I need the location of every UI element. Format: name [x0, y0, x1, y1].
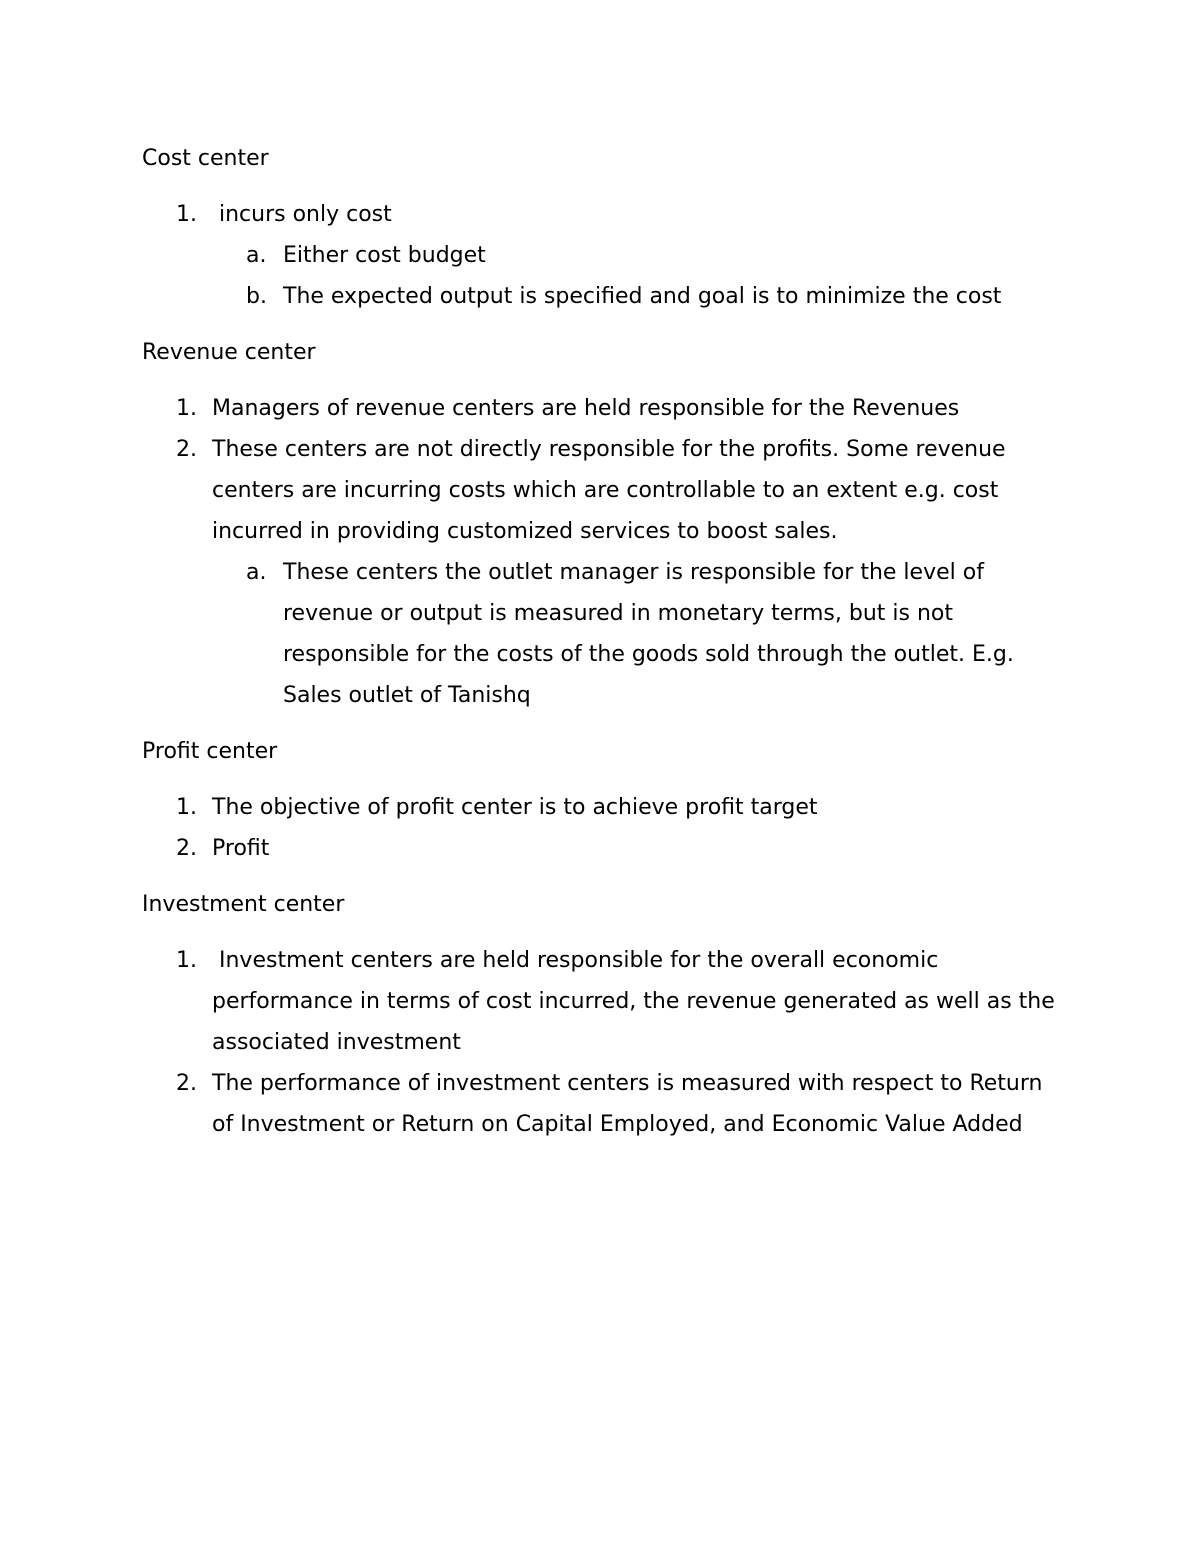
- revenue-center-list: [142, 388, 1062, 716]
- section-heading-investment-center: Investment center: [142, 892, 345, 917]
- sub-list-marker: a.: [246, 243, 267, 268]
- list-item: [142, 940, 1062, 1063]
- sub-list-item-text: These centers the outlet manager is responsible for the level of revenue or output is measured in monetary terms, but is not responsible for the costs of the goods sold through the outlet. E.g. Sales outlet of Tanishq: [283, 560, 1014, 708]
- sub-list-item-text: The expected output is specified and goal is to minimize the cost: [283, 284, 1002, 309]
- section-heading-profit-center: Profit center: [142, 739, 278, 764]
- list-item: [142, 787, 1062, 828]
- cost-center-list: [142, 194, 1062, 317]
- sub-list-item: [212, 235, 1062, 276]
- list-marker: 1.: [176, 795, 197, 820]
- section-heading-revenue-center: Revenue center: [142, 340, 316, 365]
- sub-list: [212, 235, 1062, 317]
- list-item-text: The objective of profit center is to achieve profit target: [212, 795, 818, 820]
- sub-list-item-text: Either cost budget: [283, 243, 486, 268]
- list-marker: 1.: [176, 948, 197, 973]
- list-item: [142, 828, 1062, 869]
- sub-list: [212, 552, 1062, 716]
- investment-center-list: [142, 940, 1062, 1145]
- sub-list-item: [212, 276, 1062, 317]
- list-marker: 1.: [176, 202, 197, 227]
- document-body: [142, 138, 1062, 1145]
- sub-list-marker: a.: [246, 560, 267, 585]
- list-item-text: These centers are not directly responsible for the profits. Some revenue centers are incurring costs which are controllable to an extent e.g. cost incurred in providing customized services to boost sales.: [212, 437, 1006, 544]
- list-item-text: Profit: [212, 836, 270, 861]
- list-item-text: incurs only cost: [212, 202, 392, 227]
- list-item-text: Managers of revenue centers are held responsible for the Revenues: [212, 396, 960, 421]
- list-marker: 2.: [176, 1071, 197, 1096]
- list-marker: 1.: [176, 396, 197, 421]
- sub-list-item: [212, 552, 1062, 716]
- list-item: [142, 388, 1062, 429]
- profit-center-list: [142, 787, 1062, 869]
- list-marker: 2.: [176, 437, 197, 462]
- list-item-text: The performance of investment centers is measured with respect to Return of Investment or Return on Capital Employed, and Economic Value Added: [212, 1071, 1043, 1137]
- list-item: [142, 194, 1062, 317]
- list-item-text: Investment centers are held responsible for the overall economic performance in terms of cost incurred, the revenue generated as well as the associated investment: [212, 948, 1062, 1055]
- section-heading-cost-center: Cost center: [142, 146, 269, 171]
- list-item: [142, 1063, 1062, 1145]
- sub-list-marker: b.: [246, 284, 267, 309]
- list-marker: 2.: [176, 836, 197, 861]
- list-item: [142, 429, 1062, 716]
